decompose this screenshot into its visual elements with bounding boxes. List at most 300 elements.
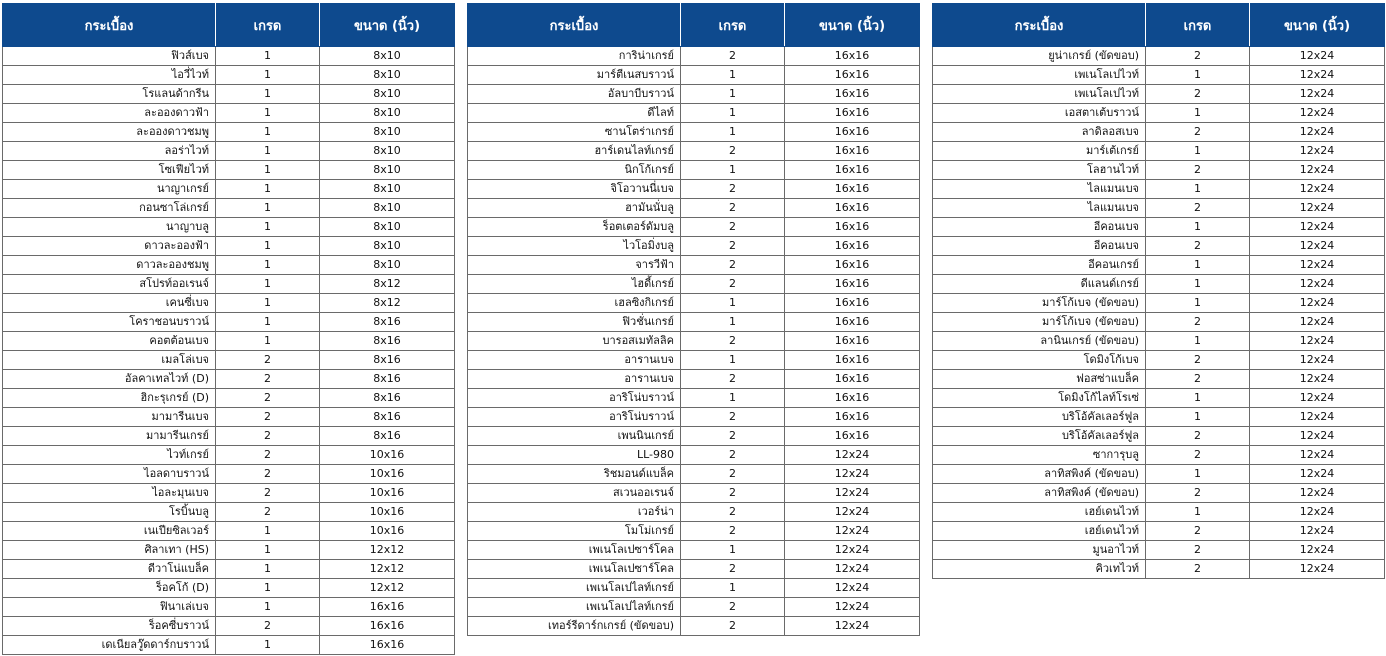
tile-grade-cell: 1 <box>1146 275 1250 294</box>
tile-grade-cell: 1 <box>216 560 320 579</box>
table-row <box>468 541 920 560</box>
table-row <box>468 598 920 617</box>
tile-name-cell: คอตต้อนเบจ <box>3 332 216 351</box>
table-row <box>933 560 1385 579</box>
tile-name-cell: ไฮดี้เกรย์ <box>468 275 681 294</box>
tile-grade-cell: 2 <box>216 617 320 636</box>
tile-grade-cell: 1 <box>681 351 785 370</box>
table-row <box>3 351 455 370</box>
tile-size-cell: 16x16 <box>785 294 920 313</box>
tile-grade-cell: 2 <box>1146 541 1250 560</box>
tile-grade-cell: 2 <box>216 465 320 484</box>
table-row <box>468 408 920 427</box>
tile-grade-cell: 1 <box>681 579 785 598</box>
table-row <box>933 180 1385 199</box>
tile-size-cell: 16x16 <box>785 180 920 199</box>
tile-size-cell: 8x12 <box>320 294 455 313</box>
tile-name-cell: เพเนโลเปไวท์ <box>933 66 1146 85</box>
tile-size-cell: 12x24 <box>1250 123 1385 142</box>
header-grade: เกรด <box>216 4 320 47</box>
tile-name-cell: มามารีนเบจ <box>3 408 216 427</box>
header-name: กระเบื้อง <box>3 4 216 47</box>
tile-grade-cell: 1 <box>1146 389 1250 408</box>
tile-grade-cell: 1 <box>1146 408 1250 427</box>
table-row <box>933 104 1385 123</box>
tile-name-cell: ดีวาโน่แบล็ค <box>3 560 216 579</box>
tile-grade-cell: 2 <box>681 427 785 446</box>
tile-name-cell: เพเนโลเปไวท์ <box>933 85 1146 104</box>
tile-size-cell: 12x24 <box>785 503 920 522</box>
table-row <box>933 85 1385 104</box>
tile-size-cell: 16x16 <box>785 389 920 408</box>
tile-name-cell: บารอสเมทัลลิค <box>468 332 681 351</box>
tile-name-cell: เมลโล่เบจ <box>3 351 216 370</box>
tile-name-cell: โรแลนด้ากรีน <box>3 85 216 104</box>
table-row <box>468 522 920 541</box>
table-row <box>933 389 1385 408</box>
tile-grade-cell: 1 <box>1146 294 1250 313</box>
tile-grade-cell: 2 <box>1146 123 1250 142</box>
tile-grade-cell: 1 <box>681 313 785 332</box>
tile-name-cell: เฮย์เดนไวท์ <box>933 503 1146 522</box>
table-row <box>3 199 455 218</box>
tile-size-cell: 12x24 <box>1250 541 1385 560</box>
tile-name-cell: ร็อคโก้ (D) <box>3 579 216 598</box>
tile-grade-cell: 2 <box>216 427 320 446</box>
tile-size-cell: 12x24 <box>1250 522 1385 541</box>
tile-table-2 <box>467 3 920 636</box>
tile-size-cell: 16x16 <box>785 370 920 389</box>
tile-name-cell: เฮลซิงกิเกรย์ <box>468 294 681 313</box>
tile-grade-cell: 2 <box>1146 446 1250 465</box>
tile-grade-cell: 2 <box>681 370 785 389</box>
tile-size-cell: 16x16 <box>785 47 920 66</box>
tile-grade-cell: 2 <box>216 503 320 522</box>
tile-size-cell: 8x10 <box>320 199 455 218</box>
tile-size-cell: 12x24 <box>1250 370 1385 389</box>
tile-table-3 <box>932 3 1385 579</box>
tile-size-cell: 12x24 <box>1250 503 1385 522</box>
table-row <box>933 408 1385 427</box>
tile-name-cell: ลาดิลอสเบจ <box>933 123 1146 142</box>
tile-size-cell: 12x24 <box>1250 294 1385 313</box>
table-row <box>3 313 455 332</box>
tile-name-cell: ละอองดาวชมพู <box>3 123 216 142</box>
tile-grade-cell: 2 <box>216 446 320 465</box>
tile-grade-cell: 1 <box>216 522 320 541</box>
tile-name-cell: นาญาบลู <box>3 218 216 237</box>
tile-name-cell: อาริโน่บราวน์ <box>468 408 681 427</box>
tile-grade-cell: 2 <box>1146 237 1250 256</box>
header-name: กระเบื้อง <box>468 4 681 47</box>
tile-grade-cell: 2 <box>1146 484 1250 503</box>
tile-name-cell: มูนอาไวท์ <box>933 541 1146 560</box>
tile-size-cell: 12x24 <box>1250 142 1385 161</box>
tile-size-cell: 12x24 <box>1250 180 1385 199</box>
tile-name-cell: เพเนโลเปไลท์เกรย์ <box>468 598 681 617</box>
tile-name-cell: โดมิงโก้ไลท์โรเซ่ <box>933 389 1146 408</box>
tile-grade-cell: 2 <box>216 351 320 370</box>
tile-grade-cell: 2 <box>1146 351 1250 370</box>
tile-name-cell: อีคอนเบจ <box>933 218 1146 237</box>
tile-name-cell: นิกโก้เกรย์ <box>468 161 681 180</box>
table-row <box>3 218 455 237</box>
tile-size-cell: 10x16 <box>320 446 455 465</box>
tile-size-cell: 12x24 <box>1250 351 1385 370</box>
tile-name-cell: สโปรท์ออเรนจ์ <box>3 275 216 294</box>
table-row <box>468 560 920 579</box>
tile-grade-cell: 2 <box>681 237 785 256</box>
tile-grade-cell: 2 <box>681 142 785 161</box>
table-row <box>3 66 455 85</box>
tile-size-cell: 8x10 <box>320 180 455 199</box>
tile-name-cell: ดาวละอองฟ้า <box>3 237 216 256</box>
table-header <box>3 4 455 47</box>
tile-name-cell: ลอร่าไวท์ <box>3 142 216 161</box>
tile-grade-cell: 2 <box>1146 161 1250 180</box>
table-row <box>3 104 455 123</box>
table-row <box>3 85 455 104</box>
tile-size-cell: 12x24 <box>1250 465 1385 484</box>
tile-size-cell: 16x16 <box>785 332 920 351</box>
tile-name-cell: มาร์เต้เกรย์ <box>933 142 1146 161</box>
table-row <box>3 503 455 522</box>
tile-name-cell: ไวโอมิ่งบลู <box>468 237 681 256</box>
tile-grade-cell: 1 <box>681 123 785 142</box>
table-row <box>468 351 920 370</box>
tile-grade-cell: 1 <box>216 218 320 237</box>
header-size: ขนาด (นิ้ว) <box>320 4 455 47</box>
header-size: ขนาด (นิ้ว) <box>1250 4 1385 47</box>
tile-grade-cell: 1 <box>216 636 320 655</box>
table-row <box>933 313 1385 332</box>
tile-size-cell: 12x24 <box>1250 85 1385 104</box>
tile-name-cell: ฮาร์เดนไลท์เกรย์ <box>468 142 681 161</box>
tile-size-cell: 12x24 <box>785 522 920 541</box>
tile-grade-cell: 1 <box>681 161 785 180</box>
tile-size-cell: 12x24 <box>1250 161 1385 180</box>
header-name: กระเบื้อง <box>933 4 1146 47</box>
tile-name-cell: เดเนียลวู๊ดดาร์กบราวน์ <box>3 636 216 655</box>
tile-grade-cell: 1 <box>216 66 320 85</box>
tile-name-cell: โดมิงโก้เบจ <box>933 351 1146 370</box>
tile-size-cell: 12x24 <box>1250 313 1385 332</box>
tile-size-cell: 8x10 <box>320 104 455 123</box>
table-row <box>3 636 455 655</box>
table-row <box>3 275 455 294</box>
table-row <box>933 237 1385 256</box>
tile-name-cell: กอนซาโล่เกรย์ <box>3 199 216 218</box>
table-row <box>3 579 455 598</box>
tile-size-cell: 16x16 <box>320 636 455 655</box>
table-row <box>468 142 920 161</box>
table-row <box>468 313 920 332</box>
tile-name-cell: มาร์โก้เบจ (ขัดขอบ) <box>933 294 1146 313</box>
tile-grade-cell: 1 <box>1146 332 1250 351</box>
tile-size-cell: 12x24 <box>785 598 920 617</box>
tile-grade-cell: 2 <box>1146 85 1250 104</box>
tile-grade-cell: 1 <box>681 294 785 313</box>
table-row <box>933 332 1385 351</box>
header-size: ขนาด (นิ้ว) <box>785 4 920 47</box>
tile-grade-cell: 1 <box>216 199 320 218</box>
tile-size-cell: 12x12 <box>320 579 455 598</box>
table-row <box>468 104 920 123</box>
table-row <box>3 123 455 142</box>
table-row <box>3 446 455 465</box>
table-row <box>468 446 920 465</box>
tile-size-cell: 8x16 <box>320 427 455 446</box>
tile-name-cell: อีคอนเบจ <box>933 237 1146 256</box>
tile-size-cell: 12x24 <box>1250 256 1385 275</box>
tile-name-cell: เวอร์น่า <box>468 503 681 522</box>
tile-name-cell: โซเฟียไวท์ <box>3 161 216 180</box>
tile-grade-cell: 1 <box>1146 104 1250 123</box>
tile-grade-cell: 1 <box>681 104 785 123</box>
table-row <box>468 85 920 104</box>
tile-size-cell: 12x12 <box>320 541 455 560</box>
tile-grade-cell: 2 <box>681 218 785 237</box>
tile-size-cell: 12x24 <box>1250 408 1385 427</box>
tile-name-cell: โลฮานไวท์ <box>933 161 1146 180</box>
tile-table-1 <box>2 3 455 655</box>
tile-grade-cell: 1 <box>681 541 785 560</box>
tile-size-cell: 16x16 <box>785 237 920 256</box>
tile-name-cell: มามารีนเกรย์ <box>3 427 216 446</box>
tile-size-cell: 8x10 <box>320 161 455 180</box>
tile-grade-cell: 1 <box>216 598 320 617</box>
tile-size-cell: 8x10 <box>320 256 455 275</box>
table-row <box>468 503 920 522</box>
table-row <box>933 161 1385 180</box>
tile-grade-cell: 2 <box>216 389 320 408</box>
table-row <box>3 598 455 617</box>
tile-size-cell: 8x10 <box>320 85 455 104</box>
tile-size-cell: 16x16 <box>785 123 920 142</box>
tile-name-cell: ฟิวชั่นเกรย์ <box>468 313 681 332</box>
tile-name-cell: เพนนินเกรย์ <box>468 427 681 446</box>
table-row <box>468 66 920 85</box>
tile-grade-cell: 1 <box>681 85 785 104</box>
table-row <box>933 446 1385 465</box>
tile-name-cell: เคนซี่เบจ <box>3 294 216 313</box>
tile-size-cell: 12x24 <box>785 617 920 636</box>
table-row <box>3 484 455 503</box>
tile-name-cell: เฮย์เดนไวท์ <box>933 522 1146 541</box>
tile-size-cell: 12x24 <box>785 484 920 503</box>
tile-name-cell: บริโอ้คัลเลอร์ฟูล <box>933 408 1146 427</box>
tile-name-cell: การิน่าเกรย์ <box>468 47 681 66</box>
table-row <box>933 123 1385 142</box>
tile-name-cell: ละอองดาวฟ้า <box>3 104 216 123</box>
tile-size-cell: 8x12 <box>320 275 455 294</box>
table-row <box>468 123 920 142</box>
tile-grade-cell: 1 <box>1146 503 1250 522</box>
table-row <box>933 256 1385 275</box>
table-row <box>3 389 455 408</box>
tile-grade-cell: 2 <box>681 47 785 66</box>
tile-size-cell: 12x24 <box>1250 332 1385 351</box>
tile-grade-cell: 1 <box>216 104 320 123</box>
table-row <box>468 180 920 199</box>
tile-grade-cell: 2 <box>681 332 785 351</box>
table-row <box>468 237 920 256</box>
tile-size-cell: 8x16 <box>320 313 455 332</box>
tile-name-cell: มาร์ตีเนสบราวน์ <box>468 66 681 85</box>
tile-name-cell: ไอละมุนเบจ <box>3 484 216 503</box>
tile-size-cell: 8x10 <box>320 66 455 85</box>
tile-size-cell: 16x16 <box>785 351 920 370</box>
tile-name-cell: บริโอ้คัลเลอร์ฟูล <box>933 427 1146 446</box>
tile-grade-cell: 1 <box>1146 66 1250 85</box>
table-row <box>3 256 455 275</box>
table-row <box>933 66 1385 85</box>
tile-size-cell: 12x24 <box>1250 199 1385 218</box>
tile-grade-cell: 1 <box>216 294 320 313</box>
tile-name-cell: ลาทิสพิงค์ (ขัดขอบ) <box>933 465 1146 484</box>
table-row <box>3 332 455 351</box>
tile-size-cell: 8x10 <box>320 123 455 142</box>
tile-grade-cell: 1 <box>216 541 320 560</box>
tile-name-cell: ฮิกะรุเกรย์ (D) <box>3 389 216 408</box>
tile-grade-cell: 1 <box>216 142 320 161</box>
table-row <box>933 541 1385 560</box>
table-row <box>933 503 1385 522</box>
tile-grade-cell: 2 <box>1146 560 1250 579</box>
tile-name-cell: ฟิวส์เบจ <box>3 47 216 66</box>
tile-name-cell: คิวเทไวท์ <box>933 560 1146 579</box>
tile-size-cell: 12x24 <box>785 541 920 560</box>
tile-grade-cell: 2 <box>681 256 785 275</box>
tile-grade-cell: 1 <box>1146 142 1250 161</box>
tile-size-cell: 12x24 <box>1250 104 1385 123</box>
table-row <box>3 237 455 256</box>
table-row <box>468 256 920 275</box>
tile-size-cell: 16x16 <box>785 256 920 275</box>
tile-size-cell: 10x16 <box>320 484 455 503</box>
tile-name-cell: ไอลดาบราวน์ <box>3 465 216 484</box>
tile-grade-cell: 2 <box>681 598 785 617</box>
tile-name-cell: เพเนโลเปไลท์เกรย์ <box>468 579 681 598</box>
table-row <box>3 617 455 636</box>
table-row <box>933 275 1385 294</box>
tile-grade-cell: 2 <box>216 370 320 389</box>
tile-grade-cell: 1 <box>216 275 320 294</box>
tile-size-cell: 12x24 <box>1250 560 1385 579</box>
tile-name-cell: โมโม่เกรย์ <box>468 522 681 541</box>
table-header <box>468 4 920 47</box>
tile-name-cell: อารานเบจ <box>468 370 681 389</box>
tile-name-cell: อัลบาบีบราวน์ <box>468 85 681 104</box>
table-row <box>933 218 1385 237</box>
tile-size-cell: 16x16 <box>785 275 920 294</box>
tile-name-cell: มาร์โก้เบจ (ขัดขอบ) <box>933 313 1146 332</box>
tile-grade-cell: 2 <box>216 408 320 427</box>
table-row <box>933 351 1385 370</box>
tile-name-cell: ลาทิสพิงค์ (ขัดขอบ) <box>933 484 1146 503</box>
tile-name-cell: โรบิ้นบลู <box>3 503 216 522</box>
tile-name-cell: ศิลาเทา (HS) <box>3 541 216 560</box>
tile-grade-cell: 1 <box>1146 218 1250 237</box>
tile-name-cell: จิโอวานนี่เบจ <box>468 180 681 199</box>
tile-grade-cell: 1 <box>1146 465 1250 484</box>
tile-size-cell: 8x10 <box>320 47 455 66</box>
table-row <box>468 161 920 180</box>
tile-size-cell: 16x16 <box>785 66 920 85</box>
table-row <box>3 294 455 313</box>
tile-grade-cell: 1 <box>216 332 320 351</box>
tile-size-cell: 16x16 <box>785 142 920 161</box>
tile-size-cell: 12x24 <box>785 579 920 598</box>
tile-name-cell: อารานเบจ <box>468 351 681 370</box>
table-row <box>468 617 920 636</box>
tile-name-cell: ไลแมนเบจ <box>933 199 1146 218</box>
tile-name-cell: ลานินเกรย์ (ขัดขอบ) <box>933 332 1146 351</box>
tile-grade-cell: 1 <box>216 237 320 256</box>
table-row <box>3 560 455 579</box>
table-row <box>933 47 1385 66</box>
tile-size-cell: 8x16 <box>320 389 455 408</box>
table-row <box>933 465 1385 484</box>
tile-size-cell: 12x24 <box>1250 66 1385 85</box>
tile-grade-cell: 2 <box>681 465 785 484</box>
tile-grade-cell: 2 <box>1146 522 1250 541</box>
tile-size-cell: 12x24 <box>1250 47 1385 66</box>
tile-name-cell: ซานโตร่าเกรย์ <box>468 123 681 142</box>
tile-name-cell: ฟอสซ่าแบล็ค <box>933 370 1146 389</box>
tile-name-cell: ยูน่าเกรย์ (ขัดขอบ) <box>933 47 1146 66</box>
tile-size-cell: 8x10 <box>320 237 455 256</box>
tile-grade-cell: 2 <box>1146 313 1250 332</box>
tile-grade-cell: 1 <box>1146 180 1250 199</box>
tile-grade-cell: 1 <box>681 389 785 408</box>
tile-grade-cell: 2 <box>681 522 785 541</box>
tile-name-cell: อัลคาเทลไวท์ (D) <box>3 370 216 389</box>
table-row <box>933 484 1385 503</box>
table-row <box>3 522 455 541</box>
tile-grade-cell: 2 <box>681 617 785 636</box>
tile-name-cell: LL-980 <box>468 446 681 465</box>
tile-size-cell: 12x24 <box>1250 275 1385 294</box>
table-header <box>933 4 1385 47</box>
tile-grade-cell: 2 <box>1146 47 1250 66</box>
table-row <box>933 294 1385 313</box>
tile-grade-cell: 2 <box>681 446 785 465</box>
table-row <box>933 370 1385 389</box>
tile-grade-cell: 2 <box>681 484 785 503</box>
table-row <box>468 332 920 351</box>
tile-size-cell: 8x10 <box>320 142 455 161</box>
tile-size-cell: 8x10 <box>320 218 455 237</box>
tile-name-cell: ฮามันนั่บลู <box>468 199 681 218</box>
tile-name-cell: สเวนออเรนจ์ <box>468 484 681 503</box>
tile-name-cell: เพเนโลเปซาร์โคล <box>468 541 681 560</box>
table-row <box>468 47 920 66</box>
table-row <box>933 142 1385 161</box>
tile-size-cell: 16x16 <box>785 85 920 104</box>
table-row <box>468 199 920 218</box>
header-grade: เกรด <box>1146 4 1250 47</box>
tile-name-cell: ไลแมนเบจ <box>933 180 1146 199</box>
table-row <box>3 465 455 484</box>
tile-name-cell: ไวท์เกรย์ <box>3 446 216 465</box>
tile-size-cell: 12x24 <box>1250 389 1385 408</box>
tile-name-cell: เพเนโลเปซาร์โคล <box>468 560 681 579</box>
tile-size-cell: 16x16 <box>785 313 920 332</box>
tile-grade-cell: 1 <box>681 66 785 85</box>
table-row <box>3 161 455 180</box>
tile-grade-cell: 2 <box>681 275 785 294</box>
